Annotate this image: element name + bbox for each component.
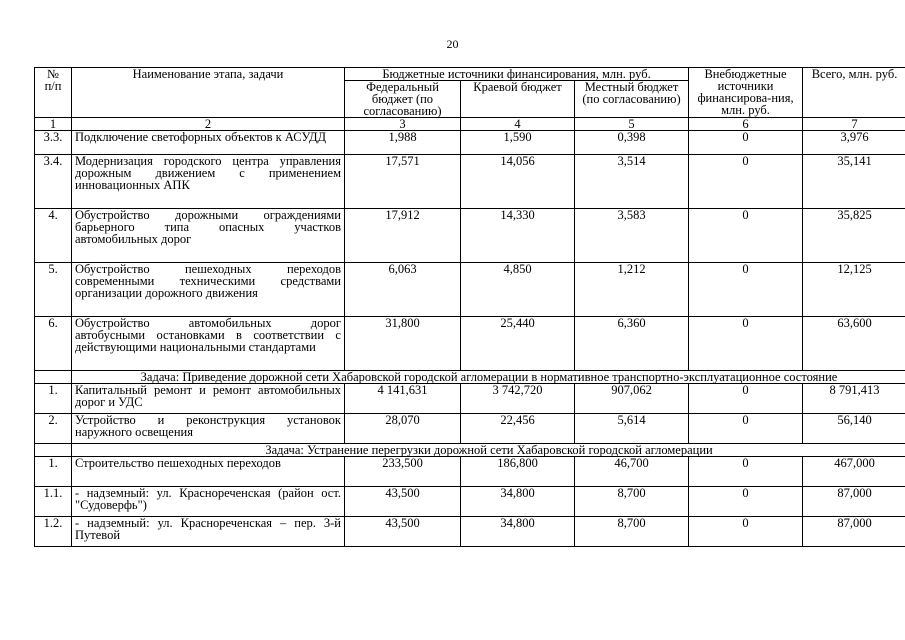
row-no: 3.3. — [35, 131, 72, 155]
row-name: - надземный: ул. Краснореченская (район ост. "Судоверфь") — [72, 487, 345, 517]
row-name: Устройство и реконструкция установок наружного освещения — [72, 414, 345, 444]
row-regional: 3 742,720 — [461, 384, 575, 414]
row-total: 12,125 — [803, 263, 905, 317]
row-regional: 14,330 — [461, 209, 575, 263]
table-row — [35, 209, 905, 263]
section-no-cell — [35, 371, 72, 384]
col-number: 3 — [345, 118, 461, 131]
row-no: 6. — [35, 317, 72, 371]
row-regional: 22,456 — [461, 414, 575, 444]
table-row — [35, 384, 905, 414]
row-no: 5. — [35, 263, 72, 317]
row-total: 3,976 — [803, 131, 905, 155]
row-local: 5,614 — [575, 414, 689, 444]
row-local: 907,062 — [575, 384, 689, 414]
header-regional: Краевой бюджет — [461, 81, 575, 118]
row-local: 8,700 — [575, 487, 689, 517]
row-regional: 186,800 — [461, 457, 575, 487]
row-total: 35,141 — [803, 155, 905, 209]
row-name: Модернизация городского центра управления дорожным движением с применением инновационных АПК — [72, 155, 345, 209]
row-no: 3.4. — [35, 155, 72, 209]
header-row-1 — [35, 68, 905, 81]
row-regional: 34,800 — [461, 487, 575, 517]
row-total: 35,825 — [803, 209, 905, 263]
row-total: 8 791,413 — [803, 384, 905, 414]
row-regional: 34,800 — [461, 517, 575, 547]
row-no: 1.1. — [35, 487, 72, 517]
page-number: 20 — [446, 37, 459, 51]
row-regional: 25,440 — [461, 317, 575, 371]
section-title: Задача: Устранение перегрузки дорожной сети Хабаровской городской агломерации — [72, 444, 905, 457]
row-total: 467,000 — [803, 457, 905, 487]
section-title: Задача: Приведение дорожной сети Хабаровской городской агломерации в нормативное транспортно-эксплуатационное состояние — [72, 371, 905, 384]
table-row — [35, 457, 905, 487]
table-row — [35, 155, 905, 209]
row-regional: 14,056 — [461, 155, 575, 209]
col-number: 4 — [461, 118, 575, 131]
row-no: 1. — [35, 384, 72, 414]
row-federal: 31,800 — [345, 317, 461, 371]
col-number: 1 — [35, 118, 72, 131]
column-number-row — [35, 118, 905, 131]
row-local: 6,360 — [575, 317, 689, 371]
row-total: 87,000 — [803, 487, 905, 517]
row-federal: 17,912 — [345, 209, 461, 263]
row-name: Обустройство автомобильных дорог автобусными остановками в соответствии с действующими национальными стандартами — [72, 317, 345, 371]
row-total: 56,140 — [803, 414, 905, 444]
row-no: 1. — [35, 457, 72, 487]
row-name: Капитальный ремонт и ремонт автомобильных дорог и УДС — [72, 384, 345, 414]
row-extra: 0 — [689, 263, 803, 317]
row-federal: 17,571 — [345, 155, 461, 209]
row-extra: 0 — [689, 155, 803, 209]
row-no: 2. — [35, 414, 72, 444]
row-local: 8,700 — [575, 517, 689, 547]
row-extra: 0 — [689, 131, 803, 155]
row-federal: 43,500 — [345, 517, 461, 547]
row-local: 0,398 — [575, 131, 689, 155]
col-number: 5 — [575, 118, 689, 131]
row-federal: 233,500 — [345, 457, 461, 487]
row-extra: 0 — [689, 457, 803, 487]
header-federal: Федеральный бюджет (по согласованию) — [345, 81, 461, 118]
row-local: 46,700 — [575, 457, 689, 487]
row-extra: 0 — [689, 517, 803, 547]
row-federal: 4 141,631 — [345, 384, 461, 414]
section-row — [35, 371, 905, 384]
row-name: - надземный: ул. Краснореченская – пер. 3-й Путевой — [72, 517, 345, 547]
row-name: Обустройство дорожными ограждениями барьерного типа опасных участков автомобильных дорог — [72, 209, 345, 263]
header-budget-group: Бюджетные источники финансирования, млн. руб. — [345, 68, 689, 81]
row-no: 1.2. — [35, 517, 72, 547]
row-local: 3,514 — [575, 155, 689, 209]
row-regional: 1,590 — [461, 131, 575, 155]
header-no: № п/п — [35, 68, 72, 118]
row-extra: 0 — [689, 384, 803, 414]
row-total: 63,600 — [803, 317, 905, 371]
financing-table — [34, 67, 905, 547]
row-name: Обустройство пешеходных переходов современными техническими средствами организации дорожного движения — [72, 263, 345, 317]
table-row — [35, 263, 905, 317]
section-no-cell — [35, 444, 72, 457]
header-local: Местный бюджет (по согласованию) — [575, 81, 689, 118]
row-total: 87,000 — [803, 517, 905, 547]
table-row — [35, 131, 905, 155]
row-regional: 4,850 — [461, 263, 575, 317]
header-total: Всего, млн. руб. — [803, 68, 905, 118]
col-number: 7 — [803, 118, 905, 131]
col-number: 6 — [689, 118, 803, 131]
table-row — [35, 517, 905, 547]
row-extra: 0 — [689, 209, 803, 263]
table-row — [35, 414, 905, 444]
row-federal: 6,063 — [345, 263, 461, 317]
row-extra: 0 — [689, 414, 803, 444]
row-name: Строительство пешеходных переходов — [72, 457, 345, 487]
row-extra: 0 — [689, 317, 803, 371]
table-row — [35, 487, 905, 517]
row-extra: 0 — [689, 487, 803, 517]
table-row — [35, 317, 905, 371]
col-number: 2 — [72, 118, 345, 131]
row-local: 1,212 — [575, 263, 689, 317]
row-federal: 1,988 — [345, 131, 461, 155]
row-federal: 43,500 — [345, 487, 461, 517]
row-federal: 28,070 — [345, 414, 461, 444]
row-name: Подключение светофорных объектов к АСУДД — [72, 131, 345, 155]
row-no: 4. — [35, 209, 72, 263]
row-local: 3,583 — [575, 209, 689, 263]
header-name: Наименование этапа, задачи — [72, 68, 345, 118]
section-row — [35, 444, 905, 457]
header-extra: Внебюджетные источники финансирова-ния, млн. руб. — [689, 68, 803, 118]
